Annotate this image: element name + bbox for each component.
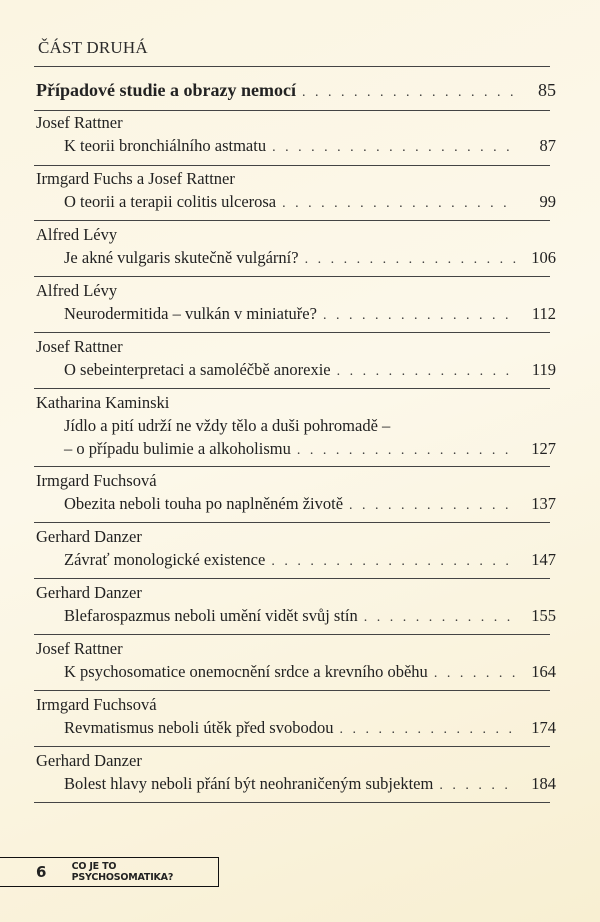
entry-divider: [34, 220, 550, 221]
entry-page: 87: [539, 136, 556, 155]
entry-title: Obezita neboli touha po naplněném životě: [64, 494, 344, 513]
entry-page: 137: [531, 494, 556, 513]
leader-dots: [337, 360, 516, 383]
entry-page: 174: [531, 718, 556, 737]
entry-divider: [34, 522, 550, 523]
entry-page: 155: [531, 606, 556, 625]
entry-author: Josef Rattner: [36, 639, 123, 658]
leader-dots: [349, 494, 516, 517]
entry-author: Irmgard Fuchsová: [36, 695, 157, 714]
entry-author: Josef Rattner: [36, 337, 123, 356]
toc-entry[interactable]: [36, 224, 556, 271]
footer-page-number: 6: [36, 863, 47, 881]
section-label: ČÁST DRUHÁ: [38, 38, 148, 57]
toc-entry[interactable]: [36, 168, 556, 215]
entry-divider: [34, 578, 550, 579]
entry-title: Závrať monologické existence: [64, 550, 266, 569]
entry-title: Revmatismus neboli útěk před svobodou: [64, 718, 334, 737]
entry-author: Irmgard Fuchs a Josef Rattner: [36, 169, 235, 188]
entry-divider: [34, 165, 550, 166]
entry-author: Gerhard Danzer: [36, 751, 142, 770]
entry-title: Neurodermitida – vulkán v miniatuře?: [64, 304, 317, 323]
leader-dots: [364, 606, 516, 629]
entry-title: K teorii bronchiálního astmatu: [64, 136, 267, 155]
leader-dots: [434, 662, 516, 685]
section-divider: [34, 66, 550, 67]
entry-divider: [34, 276, 550, 277]
page-footer: [0, 857, 219, 887]
entry-title: O teorii a terapii colitis ulcerosa: [64, 192, 277, 211]
entry-page: 164: [531, 662, 556, 681]
leader-dots: [305, 248, 516, 271]
toc-heading: [36, 80, 556, 101]
entry-divider: [34, 746, 550, 747]
entry-divider: [34, 634, 550, 635]
footer-book-title: CO JE TO PSYCHOSOMATIKA?: [71, 861, 174, 883]
toc-entry[interactable]: [36, 694, 556, 741]
entry-title: Jídlo a pití udrží ne vždy tělo a duši pohromadě –: [64, 416, 391, 435]
entry-page: 119: [531, 360, 556, 379]
leader-dots: [439, 774, 516, 797]
entry-title: K psychosomatice onemocnění srdce a krevního oběhu: [64, 662, 428, 681]
entry-author: Alfred Lévy: [36, 225, 118, 244]
toc-entry[interactable]: [36, 336, 556, 383]
toc-entry[interactable]: [36, 750, 556, 797]
toc-entry[interactable]: [36, 112, 556, 159]
entry-page: 184: [531, 774, 556, 793]
leader-dots: [339, 718, 516, 741]
entry-author: Katharina Kaminski: [36, 393, 170, 412]
leader-dots: [323, 304, 516, 327]
entry-title: Bolest hlavy neboli přání být neohraničeným subjektem: [64, 774, 434, 793]
entry-author: Gerhard Danzer: [36, 527, 142, 546]
leader-dots: [282, 192, 516, 215]
entry-title: Je akné vulgaris skutečně vulgární?: [64, 248, 299, 267]
entry-author: Josef Rattner: [36, 113, 123, 132]
toc-heading-title: Případové studie a obrazy nemocí: [36, 80, 296, 100]
toc-entry[interactable]: [36, 526, 556, 573]
entry-page: 147: [531, 550, 556, 569]
leader-dots: [272, 136, 516, 159]
toc-entry[interactable]: [36, 582, 556, 629]
toc-entry[interactable]: [36, 638, 556, 685]
entry-title: Blefarospazmus neboli umění vidět svůj stín: [64, 606, 358, 625]
entry-page: 99: [539, 192, 556, 211]
toc-entry[interactable]: [36, 392, 556, 462]
entry-title-continued: – o případu bulimie a alkoholismu: [64, 439, 291, 458]
entry-divider: [34, 690, 550, 691]
entry-page: 106: [531, 248, 556, 267]
entry-divider: [34, 466, 550, 467]
heading-divider: [34, 110, 550, 111]
entry-author: Alfred Lévy: [36, 281, 118, 300]
toc-heading-page: 85: [538, 80, 556, 100]
entry-author: Gerhard Danzer: [36, 583, 142, 602]
toc-entry[interactable]: [36, 470, 556, 517]
leader-dots: [271, 550, 516, 573]
entry-page: 112: [531, 304, 556, 323]
toc-entry[interactable]: [36, 280, 556, 327]
entry-page: 127: [531, 439, 556, 458]
entry-divider: [34, 332, 550, 333]
entry-title: O sebeinterpretaci a samoléčbě anorexie: [64, 360, 331, 379]
entry-author: Irmgard Fuchsová: [36, 471, 157, 490]
leader-dots: [302, 85, 516, 101]
entry-divider: [34, 388, 550, 389]
leader-dots: [297, 439, 516, 462]
entry-divider: [34, 802, 550, 803]
